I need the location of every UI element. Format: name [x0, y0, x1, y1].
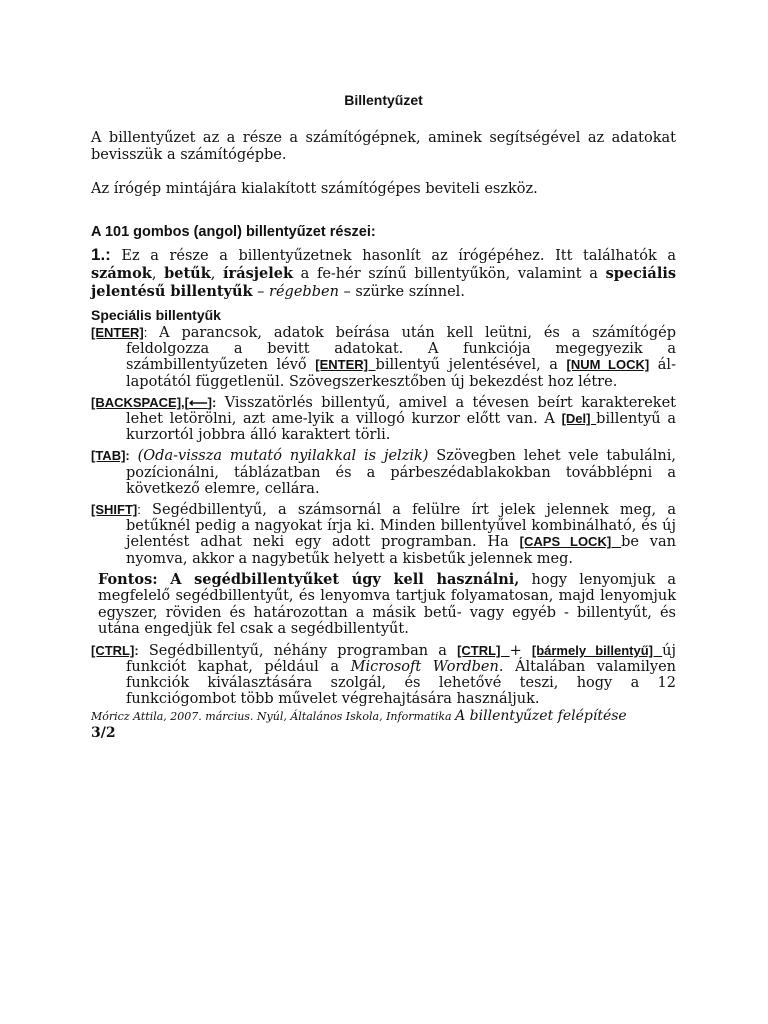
ctrl-plus: +	[509, 642, 532, 659]
enter-text-c: ál-lapotától függetlenül. Szövegszerkesztőben új bekezdést hoz létre.	[126, 357, 676, 390]
special-keys-heading: Speciális billentyűk	[91, 307, 221, 323]
item-1-sep2: ,	[210, 266, 224, 282]
backspace-arrow-icon: ⟵	[188, 394, 208, 410]
document-page	[91, 92, 676, 741]
backspace-paragraph	[91, 395, 676, 444]
tab-italic-note: (Oda-vissza mutató nyilakkal is jelzik)	[129, 448, 429, 465]
shift-paragraph	[91, 502, 676, 567]
important-note	[91, 572, 676, 638]
intro-paragraph-1: A billentyűzet az a része a számítógépnek, aminek segítségével az adatokat bevisszük a számítógépbe.	[91, 130, 676, 163]
intro-paragraph-2: Az írógép mintájára kialakított számítógépes beviteli eszköz.	[91, 181, 538, 197]
item-1-number: 1.:	[91, 245, 111, 264]
item-1-text-a: Ez a része a billentyűzetnek hasonlít az írógépéhez. Itt találhatók a	[110, 248, 676, 264]
page-title: Billentyűzet	[344, 92, 423, 108]
ctrl-text-b: új funkciót kaphat, például a	[126, 642, 676, 676]
item-1-szamok: számok	[91, 265, 152, 282]
backspace-key-label: [BACKSPACE],[	[91, 394, 189, 410]
item-1-sep1: ,	[151, 266, 165, 282]
any-key-label: [bármely billentyű]	[531, 642, 663, 658]
item-1-text-b: a fe-hér színű billentyűkön, valamint a	[293, 266, 606, 282]
tab-key-label: [TAB]	[91, 448, 126, 464]
tab-colon: :	[125, 448, 130, 464]
item-1-specialis: speciális jelentésű billentyűk	[91, 265, 677, 300]
tab-paragraph	[91, 448, 676, 497]
shift-colon: :	[137, 502, 141, 518]
numlock-key-label: [NUM LOCK]	[566, 357, 650, 373]
enter-key-label: [ENTER]	[91, 325, 144, 340]
backspace-colon: :	[211, 394, 217, 410]
item-1-paragraph	[91, 246, 676, 301]
enter-key-label-2: [ENTER]	[315, 357, 376, 373]
ctrl-key-label: [CTRL]	[91, 642, 135, 658]
enter-text-b: billentyű jelentésével, a	[375, 357, 567, 374]
important-note-text: hogy lenyomjuk a megfelelő segédbillentyűt, és lenyomva tartjuk folyamatosan, majd lenyomjuk egyszer, röviden és határozottan a másik betű- vagy egyéb - billentyűt, és utána engedjük fel csak a segédbillentyűt.	[98, 571, 676, 638]
important-note-bold: Fontos: A segédbillentyűket úgy kell használni,	[98, 570, 520, 588]
tab-text-a: Szövegben lehet vele tabulálni, pozícionálni, táblázatban és a párbeszédablakokban továbblépni a következő elemre, cellára.	[126, 448, 676, 497]
capslock-key-label: [CAPS LOCK]	[519, 534, 622, 550]
ctrl-colon: :	[134, 642, 139, 658]
shift-text-a: Segédbillentyű, a számsornál a felülre írt jelek jelennek meg, a betűknél pedig a nagyokat írja ki. Minden billentyűvel kombinálható, és új jelentést adhat neki egy adott programban. Ha	[126, 502, 676, 551]
shift-key-label: [SHIFT]	[91, 502, 138, 518]
footer-title: A billentyűzet felépítése	[455, 707, 627, 724]
backspace-text-b: billentyű a kurzortól jobbra álló karaktert törli.	[126, 411, 676, 444]
ctrl-paragraph	[91, 643, 676, 708]
ctrl-italic-word: Microsoft Wordben	[350, 659, 499, 676]
del-key-label: [Del]	[561, 411, 597, 427]
item-1-irasjelek: írásjelek	[223, 265, 294, 282]
item-1-betuk: betűk	[164, 265, 211, 282]
enter-colon: :	[143, 325, 148, 340]
ctrl-text-c: . Általában valamilyen funkciók kiválasztására szolgál, és lehetővé teszi, hogy a 12 funkciógombot több művelet végrehajtására használjuk.	[126, 659, 676, 708]
item-1-regebben: régebben	[269, 284, 339, 300]
enter-paragraph	[91, 325, 676, 390]
ctrl-key-label-2: [CTRL]	[457, 642, 510, 658]
page-footer	[91, 708, 676, 725]
enter-text-a: A parancsok, adatok beírása után kell leütni, és a számítógép feldolgozza a bevitt adatokat. A funkciója megegyezik a számbillentyűzeten lévő	[126, 325, 676, 374]
footer-author: Móricz Attila, 2007. március. Nyúl, Általános Iskola, Informatika	[91, 709, 456, 723]
ctrl-text-a: Segédbillentyű, néhány programban a	[138, 642, 458, 659]
shift-text-b: be van nyomva, akkor a nagybetűk helyett a kisbetűk jelennek meg.	[126, 534, 676, 567]
item-1-text-c: –	[252, 284, 270, 300]
section-heading: A 101 gombos (angol) billentyűzet részei:	[91, 224, 376, 240]
backspace-text-a: Visszatörlés billentyű, amivel a tévesen beírt karaktereket lehet letörölni, azt ame-lyik a villogó kurzor előtt van. A	[126, 394, 676, 428]
item-1-text-d: – szürke színnel.	[338, 284, 465, 300]
page-number: 3/2	[91, 724, 116, 741]
backspace-key-end: ]	[207, 394, 212, 410]
